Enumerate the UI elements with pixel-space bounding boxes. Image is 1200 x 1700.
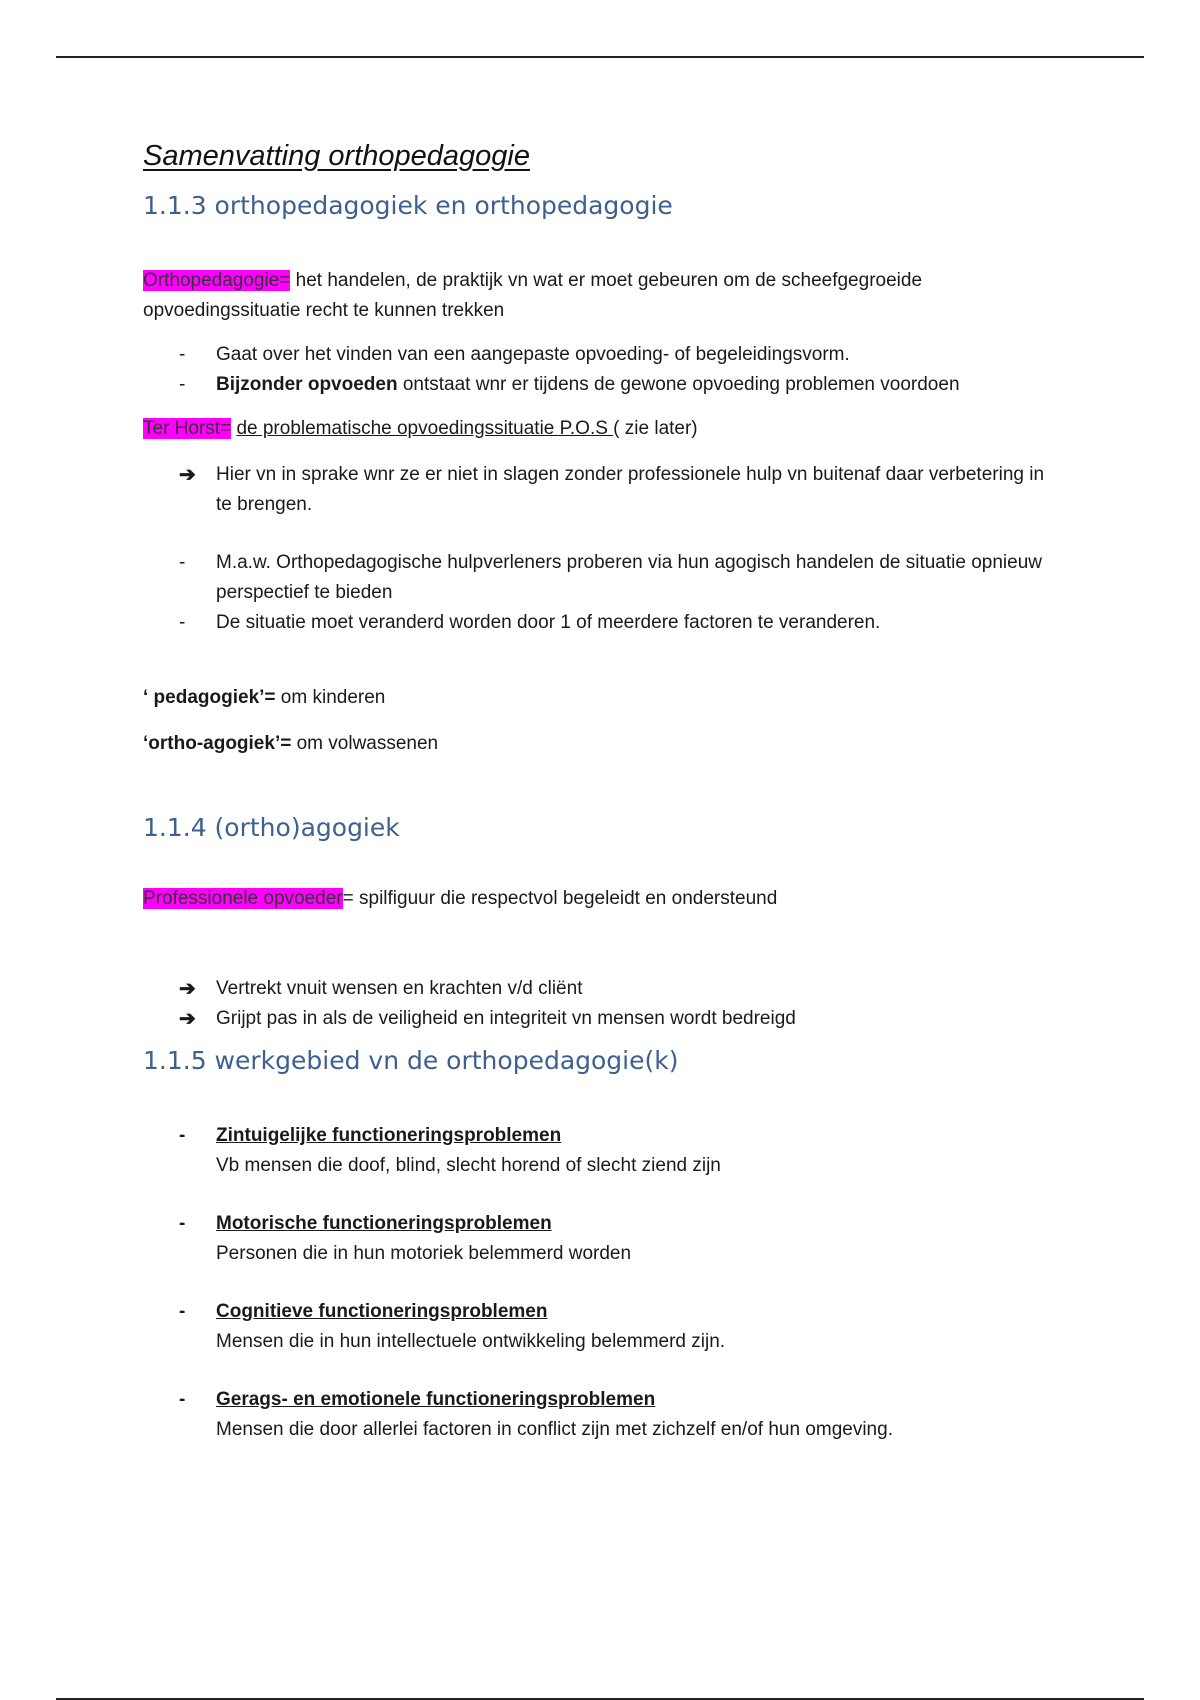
underlined-text: de problematische opvoedingssituatie P.O.S — [236, 418, 614, 439]
dash-bullet-icon — [179, 1121, 209, 1151]
item-description: Personen die in hun motoriek belemmerd worden — [216, 1243, 632, 1264]
definition-text: ( zie later) — [613, 418, 698, 439]
right-arrow-icon: ➔ — [179, 978, 196, 1000]
list-item-text: Grijpt pas in als de veiligheid en integriteit vn mensen wordt bedreigd — [216, 1008, 796, 1029]
list-item — [143, 548, 1063, 608]
heading-1-1-5: 1.1.5 werkgebied vn de orthopedagogie(k) — [143, 1046, 679, 1075]
list-item-text: Vertrekt vnuit wensen en krachten v/d cliënt — [216, 978, 583, 999]
dash-bullet-icon — [179, 608, 209, 638]
document-title: Samenvatting orthopedagogie — [143, 140, 530, 172]
item-description: Mensen die door allerlei factoren in conflict zijn met zichzelf en/of hun omgeving. — [216, 1419, 893, 1440]
right-arrow-icon: ➔ — [179, 1008, 196, 1030]
list-item-text: Gaat over het vinden van een aangepaste opvoeding- of begeleidingsvorm. — [216, 344, 850, 365]
definition-professionele-opvoeder — [143, 884, 1063, 914]
item-title: Zintuigelijke functioneringsproblemen — [216, 1125, 562, 1146]
bullet-list — [143, 340, 1063, 400]
item-title: Gerags- en emotionele functioneringsproblemen — [216, 1389, 656, 1410]
definition-text: = spilfiguur die respectvol begeleidt en ondersteund — [342, 888, 778, 909]
document-body — [143, 140, 1063, 1445]
list-item — [143, 608, 1063, 638]
right-arrow-icon: ➔ — [179, 464, 196, 486]
item-description: Vb mensen die doof, blind, slecht horend of slecht ziend zijn — [216, 1155, 721, 1176]
arrow-list — [143, 974, 1063, 1034]
heading-1-1-3: 1.1.3 orthopedagogiek en orthopedagogie — [143, 191, 673, 220]
item-title: Motorische functioneringsproblemen — [216, 1213, 552, 1234]
definition-text: om volwassenen — [291, 733, 439, 754]
pedagogiek-line — [143, 683, 1063, 713]
list-item — [143, 1121, 1063, 1181]
dash-bullet-icon — [179, 370, 209, 400]
list-item — [143, 1385, 1063, 1445]
dash-bullet-icon — [179, 1385, 209, 1415]
definition-ter-horst — [143, 414, 1063, 444]
heading-1-1-4: 1.1.4 (ortho)agogiek — [143, 813, 400, 842]
arrow-list — [143, 460, 1063, 520]
item-title: Cognitieve functioneringsproblemen — [216, 1301, 548, 1322]
header-rule — [56, 56, 1144, 58]
bold-term: ‘ pedagogiek’= — [143, 687, 276, 708]
definition-orthopedagogie — [143, 266, 1063, 326]
dash-bullet-icon — [179, 548, 209, 578]
list-item-text: ontstaat wnr er tijdens de gewone opvoeding problemen voordoen — [397, 374, 960, 395]
bullet-list — [143, 548, 1063, 638]
highlighted-term: Orthopedagogie= — [143, 270, 291, 291]
list-item — [143, 1004, 1063, 1034]
ortho-agogiek-line — [143, 729, 1063, 759]
list-item-text: Hier vn in sprake wnr ze er niet in slagen zonder professionele hulp vn buitenaf daar verbetering in te brengen. — [216, 464, 1045, 515]
list-item-text: De situatie moet veranderd worden door 1 of meerdere factoren te veranderen. — [216, 612, 881, 633]
highlighted-term: Professionele opvoeder — [143, 888, 343, 909]
list-item — [143, 974, 1063, 1004]
bold-term: ‘ortho-agogiek’= — [143, 733, 292, 754]
highlighted-term: Ter Horst= — [143, 418, 232, 439]
dash-bullet-icon — [179, 340, 209, 370]
bold-term: Bijzonder opvoeden — [216, 374, 398, 395]
item-description: Mensen die in hun intellectuele ontwikkeling belemmerd zijn. — [216, 1331, 726, 1352]
dash-bullet-icon — [179, 1297, 209, 1327]
list-item — [143, 1209, 1063, 1269]
list-item — [143, 1297, 1063, 1357]
list-item — [143, 340, 1063, 370]
werkgebied-list — [143, 1121, 1063, 1445]
list-item — [143, 460, 1063, 520]
definition-text: het handelen, de praktijk vn wat er moet gebeuren om de scheefgegroeide opvoedingssituatie recht te kunnen trekken — [143, 270, 923, 321]
dash-bullet-icon — [179, 1209, 209, 1239]
definition-text: om kinderen — [275, 687, 386, 708]
list-item-text: M.a.w. Orthopedagogische hulpverleners proberen via hun agogisch handelen de situatie opnieuw perspectief te bieden — [216, 552, 1042, 603]
list-item — [143, 370, 1063, 400]
